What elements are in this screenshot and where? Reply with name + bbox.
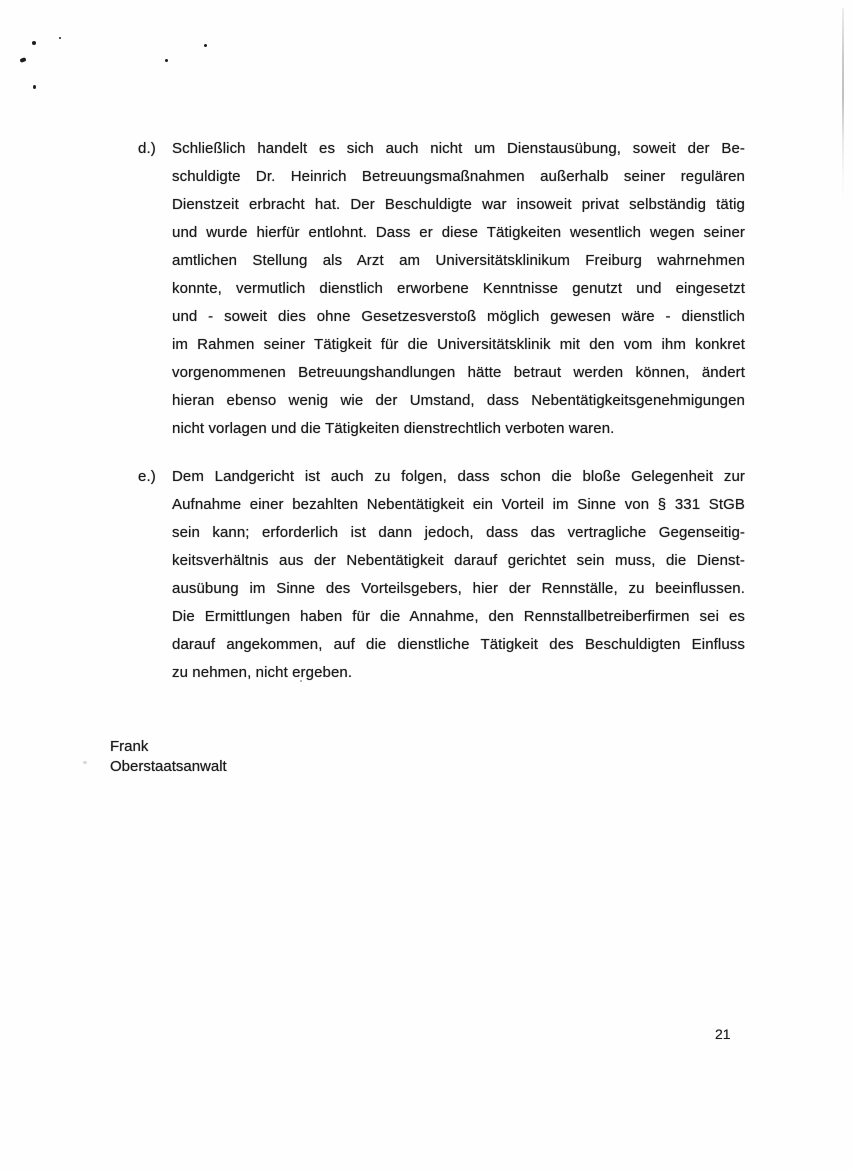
text-line: Dem Landgericht ist auch zu folgen, dass schon die bloße Gelegenheit zur bbox=[172, 468, 745, 485]
page-number: 21 bbox=[715, 1026, 731, 1042]
text-line: darauf angekommen, auf die dienstliche Tätigkeit des Beschuldigten Einfluss bbox=[172, 636, 745, 653]
text-line: und - soweit dies ohne Gesetzesverstoß möglich gewesen wäre - dienstlich bbox=[172, 308, 745, 325]
text-line: vorgenommenen Betreuungshandlungen hätte betraut werden können, ändert bbox=[172, 364, 745, 381]
scan-speck bbox=[204, 44, 207, 47]
paragraph-e bbox=[138, 463, 745, 687]
text-line: Die Ermittlungen haben für die Annahme, den Rennstallbetreiberfirmen sei es bbox=[172, 608, 745, 625]
text-line: nicht vorlagen und die Tätigkeiten dienstrechtlich verboten waren. bbox=[172, 420, 615, 437]
text-line: zu nehmen, nicht ergeben. bbox=[172, 664, 353, 681]
text-line: Schließlich handelt es sich auch nicht um Dienstausübung, soweit der Be- bbox=[172, 140, 745, 157]
scan-speck bbox=[165, 59, 168, 62]
scan-speck bbox=[19, 57, 26, 63]
paragraph-d bbox=[138, 135, 745, 443]
text-line: hieran ebenso wenig wie der Umstand, dass Nebentätigkeitsgenehmigungen bbox=[172, 392, 745, 409]
scan-speck bbox=[32, 41, 36, 45]
text-line: sein kann; erforderlich ist dann jedoch, dass das vertragliche Gegenseitig- bbox=[172, 524, 745, 541]
paragraph-d-label: d.) bbox=[138, 140, 156, 157]
text-line: im Rahmen seiner Tätigkeit für die Universitätsklinik mit den vom ihm konkret bbox=[172, 336, 745, 353]
scan-speck bbox=[83, 761, 87, 764]
scan-speck bbox=[59, 37, 61, 39]
text-line: schuldigte Dr. Heinrich Betreuungsmaßnahmen außerhalb seiner regulären bbox=[172, 168, 745, 185]
text-line: konnte, vermutlich dienstlich erworbene Kenntnisse genutzt und eingesetzt bbox=[172, 280, 745, 297]
text-line: und wurde hierfür entlohnt. Dass er diese Tätigkeiten wesentlich wegen seiner bbox=[172, 224, 745, 241]
text-line: Aufnahme einer bezahlten Nebentätigkeit ein Vorteil im Sinne von § 331 StGB bbox=[172, 496, 745, 513]
text-line: keitsverhältnis aus der Nebentätigkeit darauf gerichtet sein muss, die Dienst- bbox=[172, 552, 745, 569]
scan-speck bbox=[33, 85, 36, 89]
signature-block bbox=[110, 737, 227, 777]
text-line: ausübung im Sinne des Vorteilsgebers, hier der Rennställe, zu beeinflussen. bbox=[172, 580, 745, 597]
text-line: Dienstzeit erbracht hat. Der Beschuldigte war insoweit privat selbständig tätig bbox=[172, 196, 745, 213]
paragraph-e-label: e.) bbox=[138, 468, 156, 485]
signature-name: Frank bbox=[110, 738, 149, 755]
signature-title: Oberstaatsanwalt bbox=[110, 758, 227, 775]
scan-edge-artifact bbox=[842, 8, 844, 208]
text-line: amtlichen Stellung als Arzt am Universitätsklinikum Freiburg wahrnehmen bbox=[172, 252, 745, 269]
